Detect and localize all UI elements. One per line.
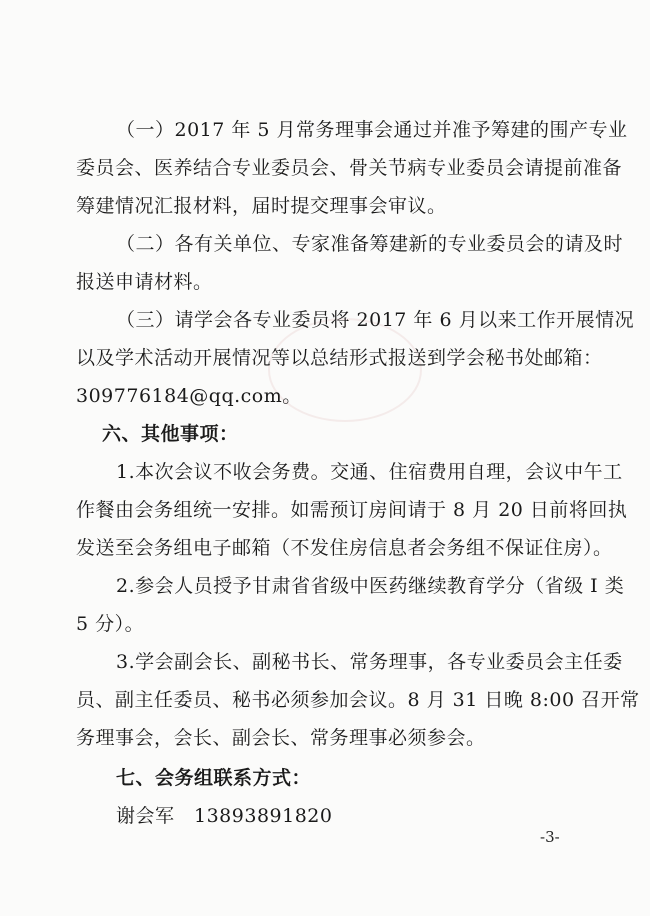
paragraph-line: 员、副主任委员、秘书必须参加会议。8 月 31 日晚 8:00 召开常 <box>76 689 640 711</box>
email-address-line: 309776184@qq.com。 <box>76 385 302 407</box>
paragraph-line: 以及学术活动开展情况等以总结形式报送到学会秘书处邮箱： <box>76 347 603 369</box>
paragraph-line: 作餐由会务组统一安排。如需预订房间请于 8 月 20 日前将回执 <box>76 499 628 521</box>
paragraph-line: 2.参会人员授予甘肃省省级中医药继续教育学分（省级 Ⅰ 类 <box>116 575 625 597</box>
paragraph-line: （二）各有关单位、专家准备筹建新的专业委员会的请及时 <box>116 233 624 255</box>
paragraph-line: （一）2017 年 5 月常务理事会通过并准予筹建的围产专业 <box>116 119 628 141</box>
section-heading-other-matters: 六、其他事项： <box>102 423 239 445</box>
paragraph-line: 1.本次会议不收会务费。交通、住宿费用自理，会议中午工 <box>116 461 623 483</box>
paragraph-line: 报送申请材料。 <box>76 271 213 293</box>
paragraph-line: 发送至会务组电子邮箱（不发住房信息者会务组不保证住房）。 <box>76 537 613 559</box>
paragraph-line: 筹建情况汇报材料，届时提交理事会审议。 <box>76 195 447 217</box>
contact-person-phone: 谢会军 13893891820 <box>116 805 333 827</box>
paragraph-line: （三）请学会各专业委员将 2017 年 6 月以来工作开展情况 <box>116 309 635 331</box>
paragraph-line: 3.学会副会长、副秘书长、常务理事，各专业委员会主任委 <box>116 651 623 673</box>
section-heading-contact: 七、会务组联系方式： <box>116 767 312 789</box>
paragraph-line: 5 分）。 <box>76 613 145 635</box>
page-number: -3- <box>540 828 560 846</box>
paragraph-line: 务理事会，会长、副会长、常务理事必须参会。 <box>76 727 486 749</box>
paragraph-line: 委员会、医养结合专业委员会、骨关节病专业委员会请提前准备 <box>76 157 623 179</box>
